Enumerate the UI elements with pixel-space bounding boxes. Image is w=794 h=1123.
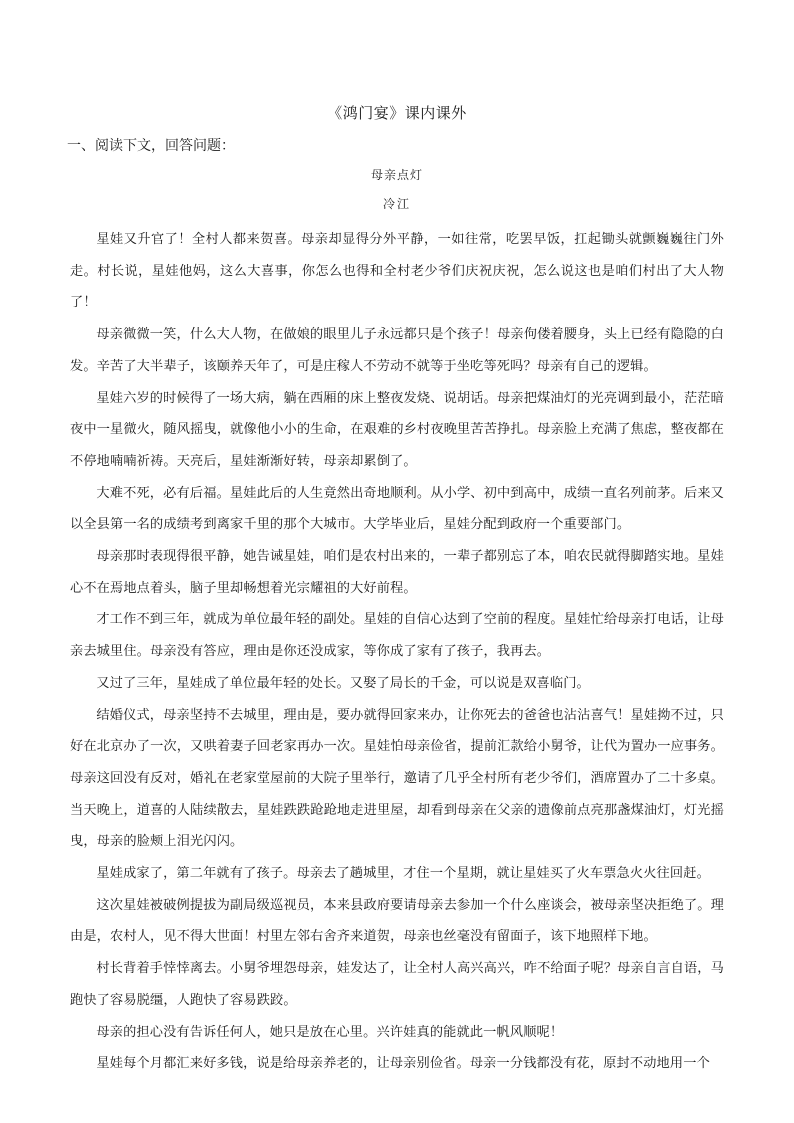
- article-title: 母亲点灯: [370, 168, 423, 182]
- paragraph: 结婚仪式，母亲坚持不去城里，理由是，要办就得回家来办，让你死去的爸爸也沾沾喜气！星娃拗不过，只好在北京办了一次，又哄着妻子回老家再办一次。星娃怕母亲俭省，提前汇款给小舅爷，让代为置办一应事务。母亲这回没有反对，婚礼在老家堂屋前的大院子里举行，邀请了几乎全村所有老少爷们，酒席置办了二十多桌。当天晚上，道喜的人陆续散去，星娃跌跌跄跄地走进里屋，却看到母亲在父亲的遗像前点亮那盏煤油灯，灯光摇曳，母亲的脸颊上泪光闪闪。: [70, 707, 724, 850]
- document-title: 《鸿门宴》课内课外: [327, 104, 467, 122]
- paragraph: 母亲那时表现得很平静，她告诫星娃，咱们是农村出来的，一辈子都别忘了本，咱农民就得脚踏实地。星娃心不在焉地点着头，脑子里却畅想着光宗耀祖的大好前程。: [70, 549, 724, 596]
- paragraph: 星娃又升官了！全村人都来贺喜。母亲却显得分外平静，一如往常，吃罢早饭，扛起锄头就颤巍巍往门外走。村长说，星娃他妈，这么大喜事，你怎么也得和全村老少爷们庆祝庆祝，怎么说这也是咱们村出了大人物了！: [70, 232, 724, 311]
- paragraph: 星娃每个月都汇来好多钱，说是给母亲养老的，让母亲别俭省。母亲一分钱都没有花，原封不动地用一个: [96, 1056, 710, 1072]
- paragraph: 又过了三年，星娃成了单位最年轻的处长。又娶了局长的千金，可以说是双喜临门。: [96, 675, 590, 691]
- paragraph: 才工作不到三年，就成为单位最年轻的副处。星娃的自信心达到了空前的程度。星娃忙给母亲打电话，让母亲去城里住。母亲没有答应，理由是你还没成家，等你成了家有了孩子，我再去。: [70, 612, 724, 660]
- paragraph: 星娃六岁的时候得了一场大病，躺在西厢的床上整夜发烧、说胡话。母亲把煤油灯的光亮调到最小，茫茫暗夜中一星微火，随风摇曳，就像他小小的生命，在艰难的乡村夜晚里苦苦挣扎。母亲脸上充满了焦虑，整夜都在不停地喃喃祈祷。天亮后，星娃渐渐好转，母亲却累倒了。: [70, 390, 724, 469]
- paragraph: 母亲的担心没有告诉任何人，她只是放在心里。兴许娃真的能就此一帆风顺呢！: [96, 1024, 564, 1040]
- article-body: [70, 224, 724, 1080]
- paragraph: 这次星娃被破例提拔为副局级巡视员，本来县政府要请母亲去参加一个什么座谈会，被母亲坚决拒绝了。理由是，农村人，见不得大世面！村里左邻右舍齐来道贺，母亲也丝毫没有留面子，该下地照样下地。: [70, 897, 724, 945]
- paragraph: 大难不死，必有后福。星娃此后的人生竟然出奇地顺利。从小学、初中到高中，成绩一直名列前茅。后来又以全县第一名的成绩考到离家千里的那个大城市。大学毕业后，星娃分配到政府一个重要部门。: [70, 485, 724, 533]
- paragraph: 星娃成家了，第二年就有了孩子。母亲去了趟城里，才住一个星期，就让星娃买了火车票急火火往回赶。: [96, 866, 710, 882]
- paragraph: 村长背着手悻悻离去。小舅爷埋怨母亲，娃发达了，让全村人高兴高兴，咋不给面子呢？母亲自言自语，马跑快了容易脱缰，人跑快了容易跌跤。: [70, 961, 724, 1008]
- paragraph: 母亲微微一笑，什么大人物，在做娘的眼里儿子永远都只是个孩子！母亲佝偻着腰身，头上已经有隐隐的白发。辛苦了大半辈子，该颐养天年了，可是庄稼人不劳动不就等于坐吃等死吗？母亲有自己的逻辑。: [70, 327, 724, 374]
- article-author: 冷江: [382, 197, 411, 211]
- section-heading: 一、阅读下文，回答问题：: [67, 138, 235, 154]
